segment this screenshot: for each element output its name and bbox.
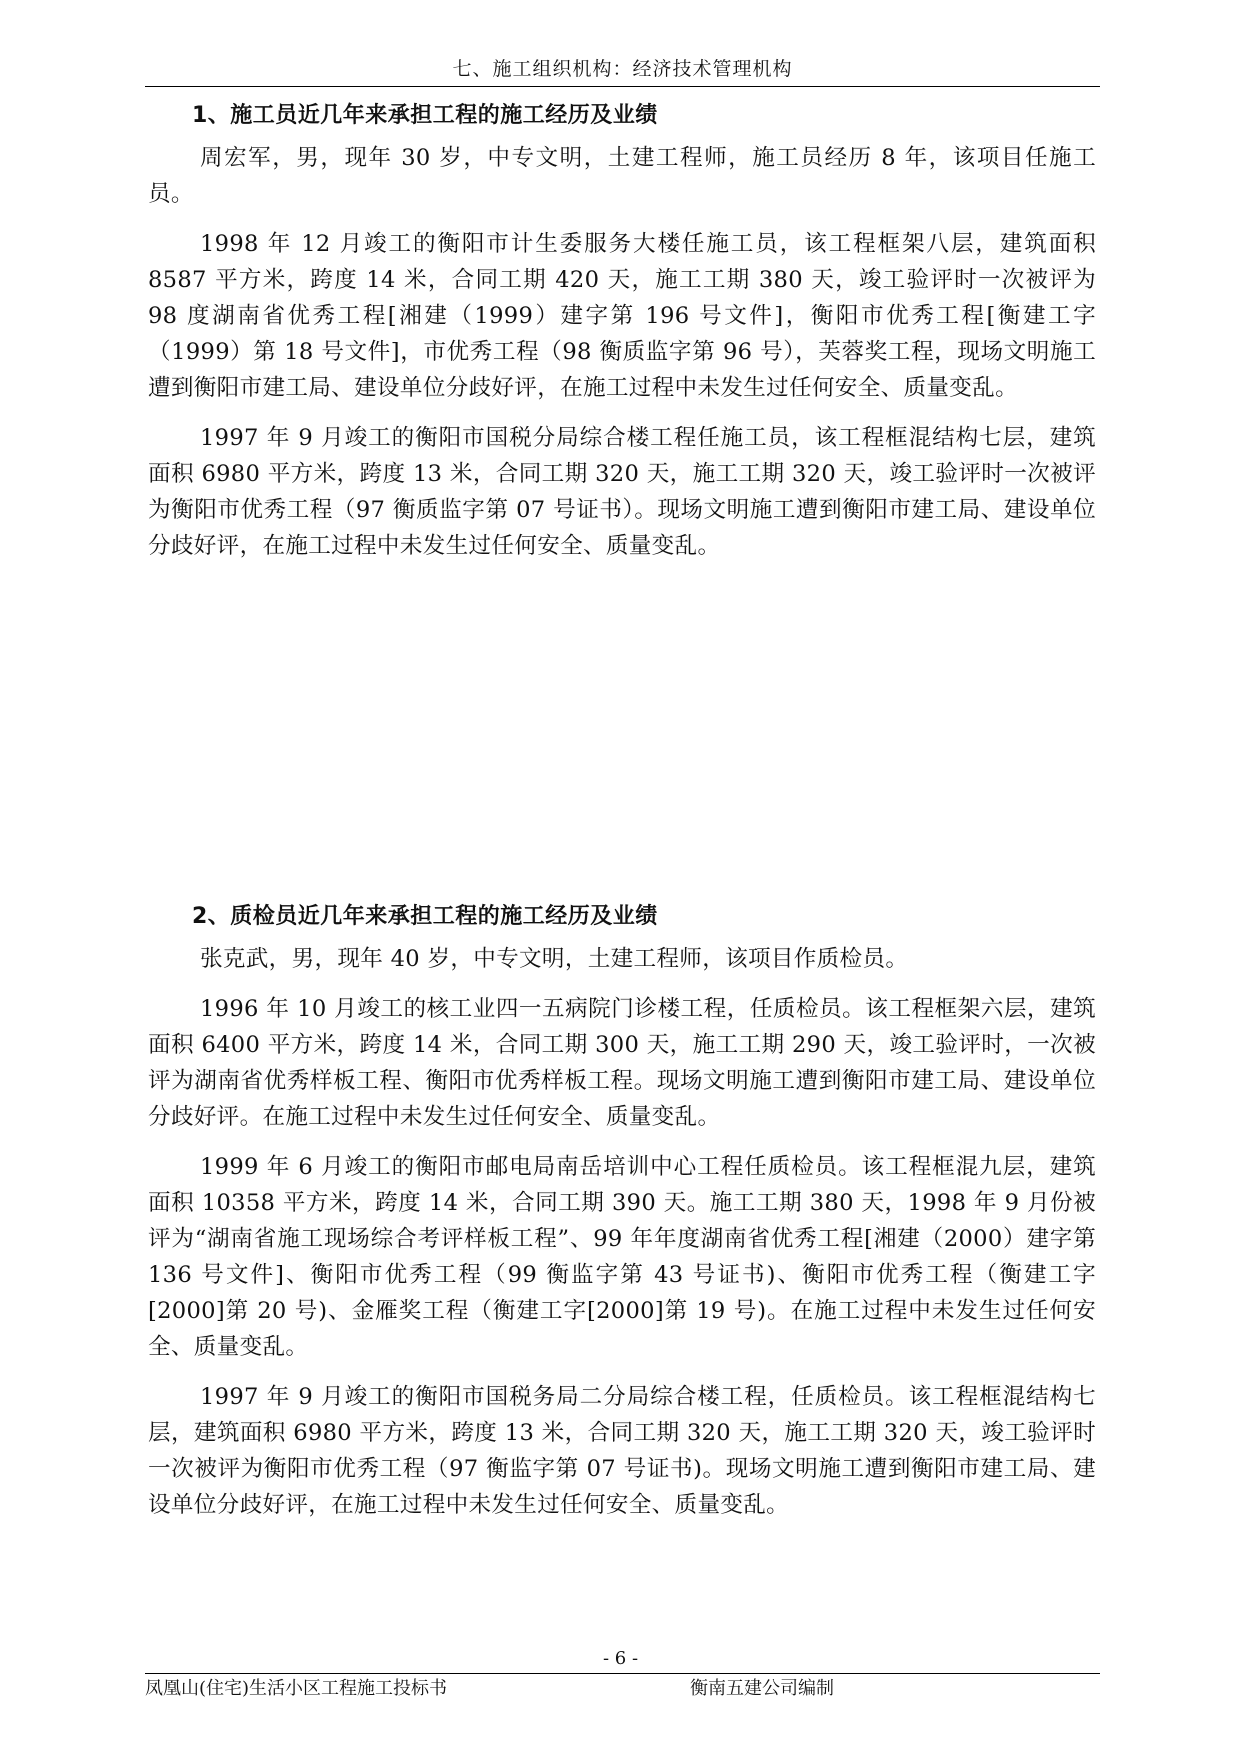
section-heading: 1、施工员近几年来承担工程的施工经历及业绩 xyxy=(192,103,658,128)
footer-document-title: 凤凰山(住宅)生活小区工程施工投标书 xyxy=(145,1678,448,1699)
paragraph: 1999 年 6 月竣工的衡阳市邮电局南岳培训中心工程任质检员。该工程框混九层，建筑面积 10358 平方米，跨度 14 米，合同工期 390 天。施工工期 380 天，1998 年 9 月份被评为“湖南省施工现场综合考评样板工程”、99 年年度湖南省优秀工程[湘建（2000）建字第 136 号文件]、衡阳市优秀工程（99 衡监字第 43 号证书)、衡阳市优秀工程（衡建工字[2000]第 20 号)、金雁奖工程（衡建工字[2000]第 19 号)。在施工过程中未发生过任何安全、质量变乱。 xyxy=(148,1154,1096,1360)
paragraph: 1997 年 9 月竣工的衡阳市国税务局二分局综合楼工程，任质检员。该工程框混结构七层，建筑面积 6980 平方米，跨度 13 米，合同工期 320 天，施工工期 320 天，竣工验评时一次被评为衡阳市优秀工程（97 衡监字第 07 号证书)。现场文明施工遭到衡阳市建工局、建设单位分歧好评，在施工过程中未发生过任何安全、质量变乱。 xyxy=(148,1384,1096,1518)
footer-company: 衡南五建公司编制 xyxy=(690,1678,834,1699)
paragraph: 1997 年 9 月竣工的衡阳市国税分局综合楼工程任施工员，该工程框混结构七层，建筑面积 6980 平方米，跨度 13 米，合同工期 320 天，施工工期 320 天，竣工验评时一次被评为衡阳市优秀工程（97 衡质监字第 07 号证书）。现场文明施工遭到衡阳市建工局、建设单位分歧好评，在施工过程中未发生过任何安全、质量变乱。 xyxy=(148,425,1096,559)
paragraph: 周宏军，男，现年 30 岁，中专文明，土建工程师，施工员经历 8 年，该项目任施工员。 xyxy=(148,145,1096,207)
page-number: - 6 - xyxy=(602,1648,639,1669)
paragraph: 张克武，男，现年 40 岁，中专文明，土建工程师，该项目作质检员。 xyxy=(200,946,909,972)
paragraph: 1998 年 12 月竣工的衡阳市计生委服务大楼任施工员，该工程框架八层，建筑面积 8587 平方米，跨度 14 米，合同工期 420 天，施工工期 380 天，竣工验评时一次被评为 98 度湖南省优秀工程[湘建（1999）建字第 196 号文件]，衡阳市优秀工程[衡建工字（1999）第 18 号文件]，市优秀工程（98 衡质监字第 96 号），芙蓉奖工程，现场文明施工遭到衡阳市建工局、建设单位分歧好评，在施工过程中未发生过任何安全、质量变乱。 xyxy=(148,231,1096,401)
section-construction-worker xyxy=(148,92,1096,578)
paragraph: 1996 年 10 月竣工的核工业四一五病院门诊楼工程，任质检员。该工程框架六层，建筑面积 6400 平方米，跨度 14 米，合同工期 300 天，施工工期 290 天，竣工验评时，一次被评为湖南省优秀样板工程、衡阳市优秀样板工程。现场文明施工遭到衡阳市建工局、建设单位分歧好评。在施工过程中未发生过任何安全、质量变乱。 xyxy=(148,996,1096,1130)
header-title: 七、施工组织机构：经济技术管理机构 xyxy=(452,58,793,80)
section-heading: 2、质检员近几年来承担工程的施工经历及业绩 xyxy=(192,904,658,929)
page-header xyxy=(145,52,1100,87)
section-quality-inspector xyxy=(148,893,1096,1537)
page-footer xyxy=(145,1673,1100,1704)
